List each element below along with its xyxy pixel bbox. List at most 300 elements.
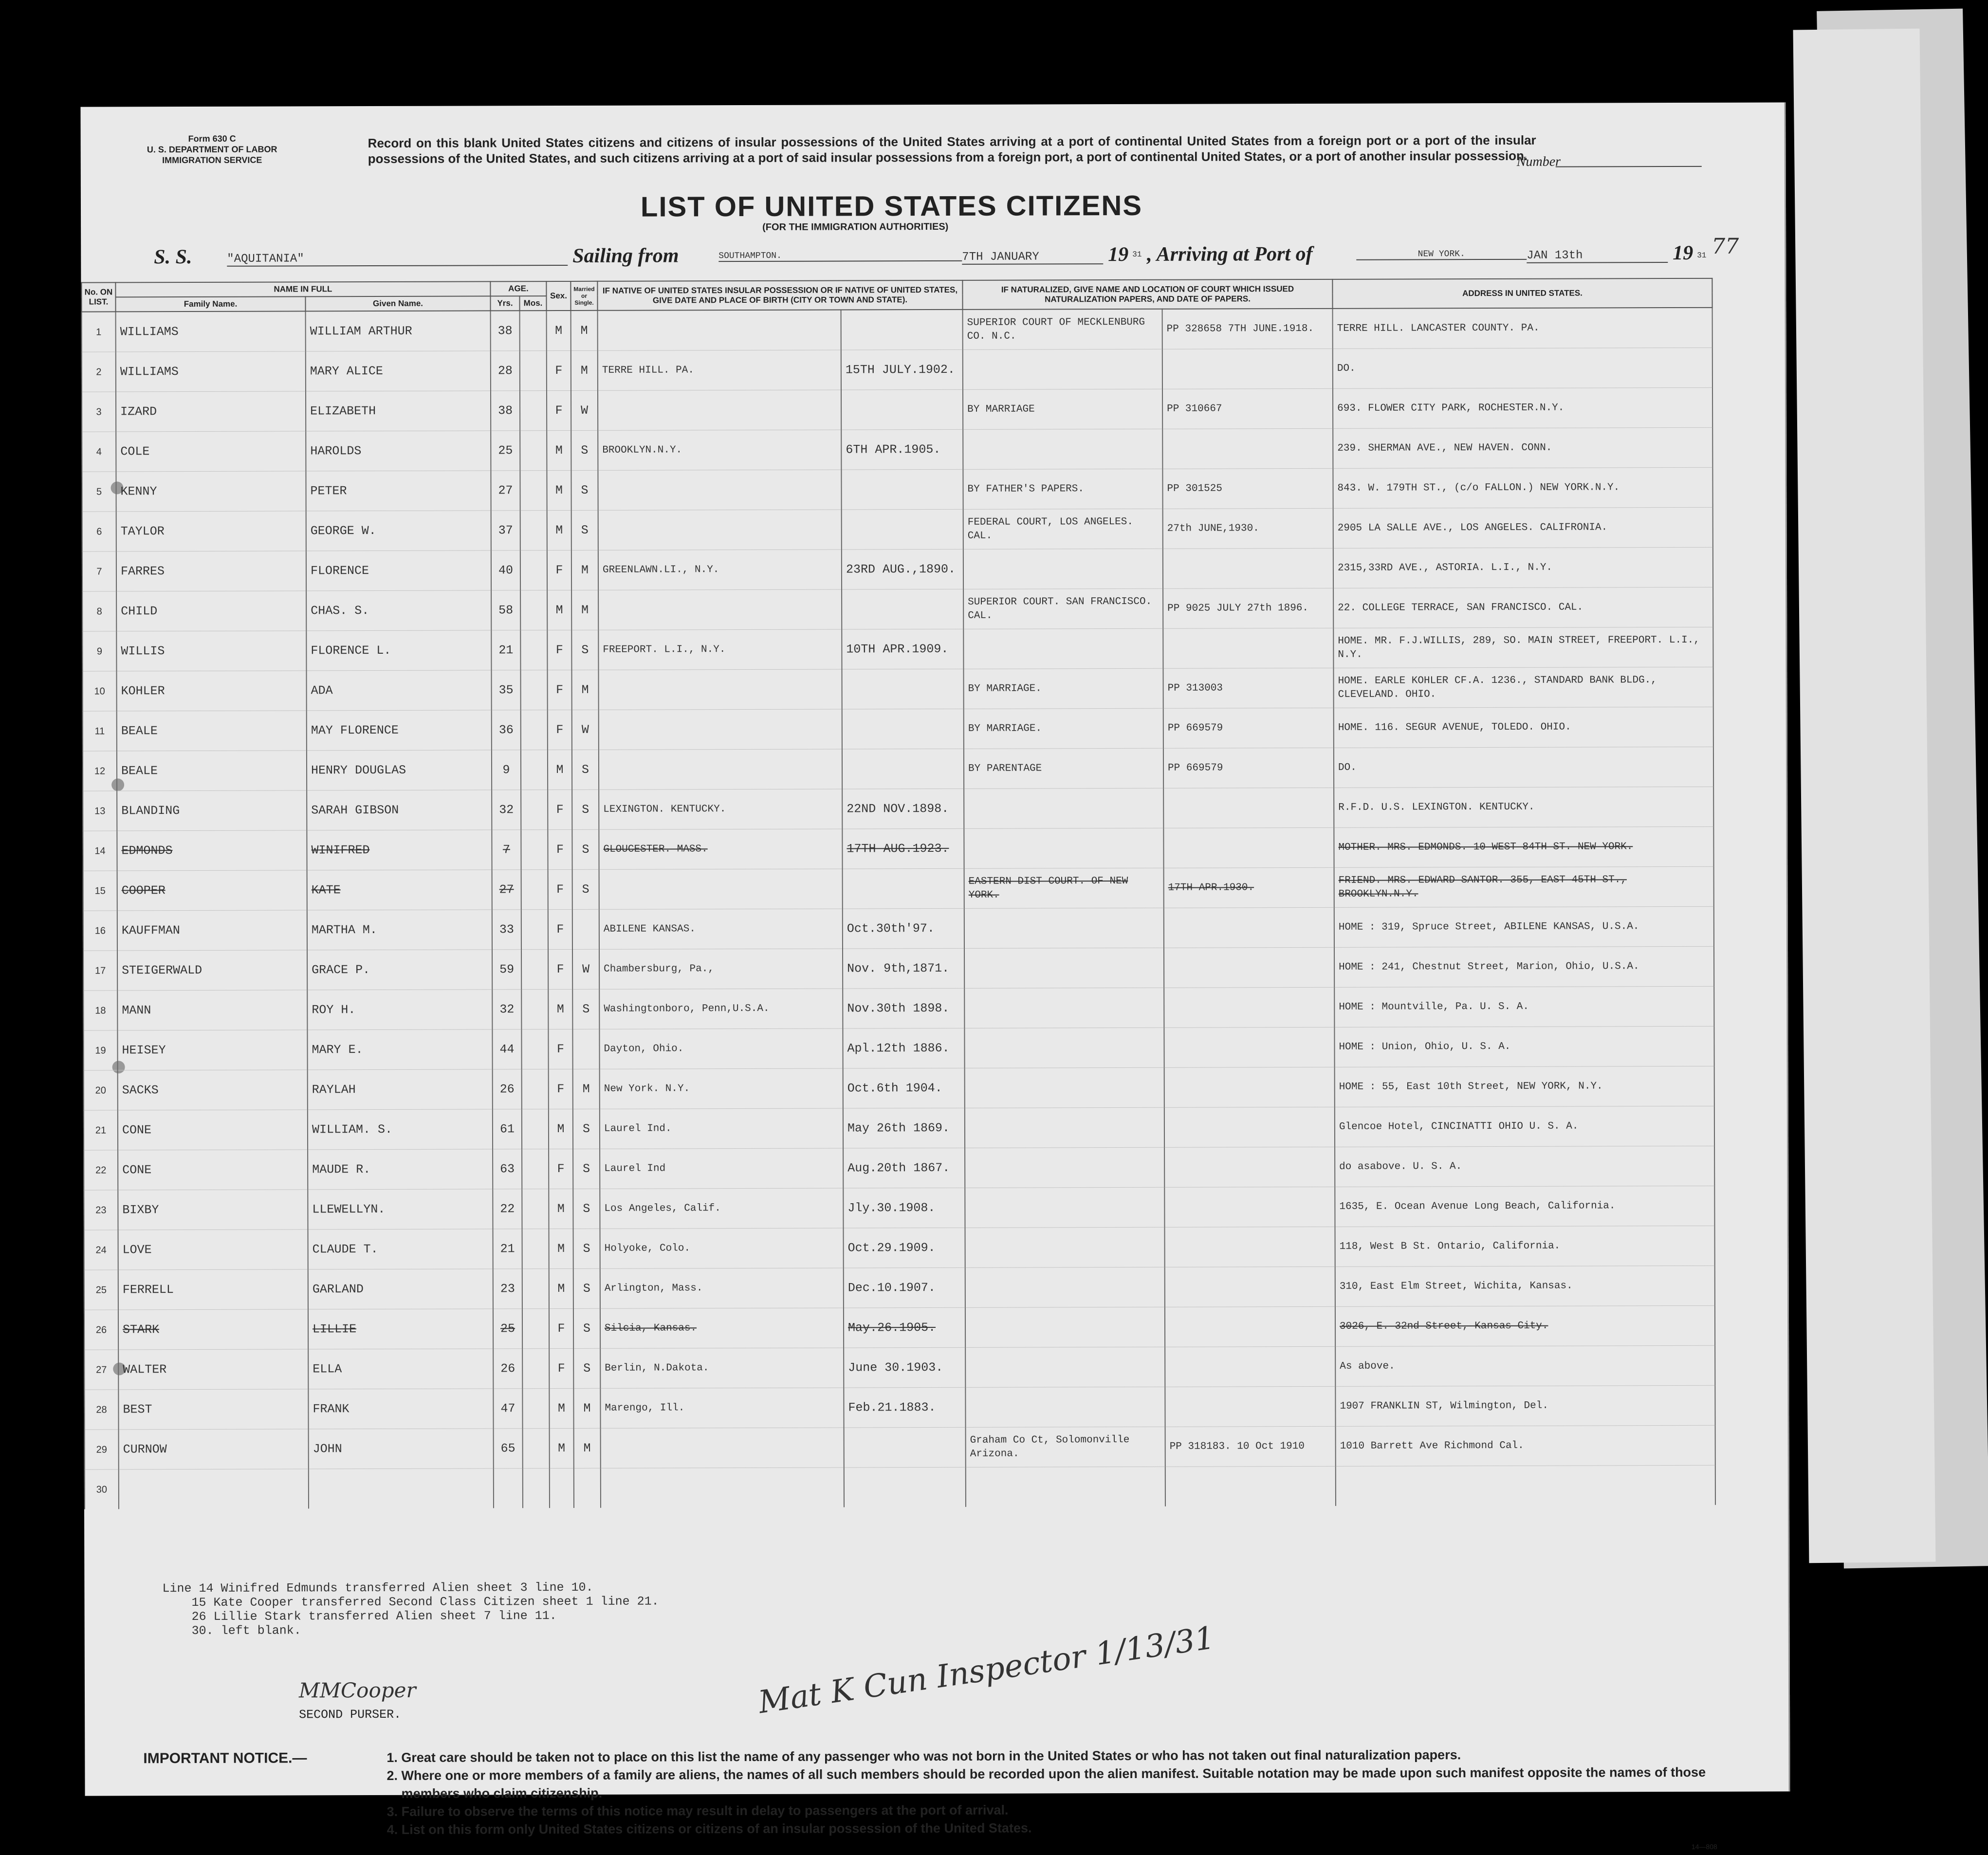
birth-place: Arlington, Mass. (600, 1268, 844, 1308)
row-number: 12 (83, 751, 117, 791)
us-address: 3026, E. 32nd Street, Kansas City. (1335, 1305, 1715, 1346)
naturalization-papers: PP 310667 (1162, 388, 1333, 429)
row-number: 5 (82, 472, 116, 512)
sex: F (548, 1029, 572, 1069)
birth-place (599, 749, 842, 790)
marital-status: W (571, 390, 598, 430)
given-name: MARY E. (307, 1029, 492, 1070)
arrival-port: NEW YORK. (1356, 249, 1527, 260)
birth-date (841, 310, 963, 350)
sex: M (549, 1388, 573, 1428)
age-months (520, 431, 547, 471)
row-number: 4 (82, 432, 116, 472)
naturalization-papers (1165, 1346, 1335, 1387)
birth-place: Berlin, N.Dakota. (600, 1348, 844, 1388)
age-months (522, 1229, 549, 1269)
row-number: 9 (82, 631, 116, 671)
sex: F (549, 1069, 573, 1109)
arrival-date: JAN 13th (1527, 249, 1668, 263)
naturalization-papers: PP 328658 7TH JUNE.1918. (1162, 309, 1333, 349)
naturalization-court (965, 1227, 1164, 1267)
given-name: GARLAND (308, 1269, 493, 1309)
sex: M (547, 590, 571, 630)
naturalization-court (964, 948, 1164, 988)
naturalization-papers (1164, 947, 1334, 988)
row-number: 28 (84, 1390, 118, 1430)
marital-status: M (571, 670, 598, 710)
us-address: DO. (1333, 348, 1712, 388)
naturalization-papers: PP 669579 (1163, 708, 1334, 748)
marital-status (572, 909, 599, 949)
form-title: LIST OF UNITED STATES CITIZENS (640, 189, 1143, 223)
naturalization-papers (1164, 1027, 1334, 1067)
marital-status: M (571, 350, 598, 390)
birth-place: Silcia, Kansas. (600, 1308, 844, 1348)
age-years: 65 (494, 1429, 523, 1469)
naturalization-court (965, 1107, 1164, 1148)
col-header-mos: Mos. (519, 296, 546, 311)
age-months (522, 1269, 549, 1309)
table-row (85, 1425, 1715, 1469)
form-subtitle: (FOR THE IMMIGRATION AUTHORITIES) (762, 221, 949, 233)
age-years: 32 (492, 990, 521, 1029)
birth-date: 22ND NOV.1898. (842, 789, 964, 829)
family-name: CONE (118, 1110, 308, 1150)
naturalization-papers: PP 9025 JULY 27th 1896. (1163, 588, 1333, 628)
given-name: WILLIAM ARTHUR (306, 311, 491, 351)
row-number: 27 (84, 1350, 118, 1390)
col-header-given: Given Name. (305, 296, 490, 311)
birth-place: TERRE HILL. PA. (598, 350, 841, 390)
age-years: 27 (491, 471, 520, 511)
age-years: 63 (493, 1149, 522, 1189)
table-row (83, 906, 1714, 951)
row-number: 29 (85, 1430, 119, 1469)
purser-signature: MMCooper (298, 1678, 416, 1703)
birth-date: Jly.30.1908. (843, 1188, 965, 1228)
us-address: do asabove. U. S. A. (1335, 1146, 1714, 1187)
notice-item: 1. Great care should be taken not to place on this list the name of any passenger who was not born in the United States or who has not taken out final naturalization papers. (387, 1747, 1461, 1765)
given-name: FLORENCE (306, 551, 491, 591)
ship-name: "AQUITANIA" (227, 252, 568, 267)
given-name: JOHN (309, 1429, 494, 1469)
row-number: 8 (82, 591, 116, 631)
table-row (84, 1066, 1714, 1110)
naturalization-court (965, 1347, 1165, 1387)
birth-date (844, 1427, 966, 1468)
birth-date: 6TH APR.1905. (841, 429, 963, 470)
family-name: KAUFFMAN (117, 910, 307, 951)
marital-status: W (572, 949, 599, 989)
family-name: KOHLER (116, 671, 306, 711)
birth-place: LEXINGTON. KENTUCKY. (599, 789, 842, 829)
form-instructions: Record on this blank United States citizens and citizens of insular possessions of the United States arriving at a port of continental United States from a foreign port or a port of the insular possessions of the United States, and such citizens arriving at a port of said insular possessions from a foreign port, a port of continental United States, or a port of another insular possession. (368, 132, 1536, 166)
form-identifier (110, 133, 314, 165)
given-name: ELLA (308, 1349, 493, 1389)
family-name: STEIGERWALD (117, 950, 307, 991)
form-number: Form 630 C (188, 133, 236, 144)
ss-label: S. S. (154, 245, 192, 269)
naturalization-court (963, 549, 1163, 589)
passenger-rows (82, 308, 1715, 1509)
row-number: 19 (83, 1030, 117, 1070)
naturalization-court: BY MARRIAGE (963, 389, 1162, 429)
sex: F (547, 350, 571, 390)
naturalization-papers: PP 301525 (1162, 468, 1333, 509)
sex: M (547, 311, 571, 351)
family-name: FERRELL (118, 1269, 308, 1310)
naturalization-papers (1164, 987, 1334, 1028)
sex: F (548, 909, 572, 949)
family-name: BEALE (117, 751, 307, 791)
marital-status: S (573, 1149, 600, 1189)
table-row (83, 787, 1713, 831)
marital-status: S (572, 790, 599, 829)
marital-status: S (573, 1109, 600, 1149)
us-address: HOME : 319, Spruce Street, ABILENE KANSAS, U.S.A. (1334, 906, 1714, 947)
sex: M (548, 989, 572, 1029)
age-years: 33 (492, 910, 521, 950)
given-name: CHAS. S. (306, 590, 491, 631)
notice-item: 2. Where one or more members of a family are aliens, the names of all such members should be recorded upon the alien manifest. Suitable notation may be made upon such manifest opposite the names of those members who claim citizenship. (387, 1764, 1706, 1801)
row-number: 23 (84, 1190, 118, 1230)
line-30-notes (162, 1580, 659, 1638)
age-years: 32 (492, 790, 521, 830)
row-number: 2 (82, 352, 116, 392)
col-header-sex: Sex. (546, 281, 571, 311)
empty-cell (1336, 1465, 1715, 1506)
col-header-married: Married or Single. (571, 281, 597, 311)
age-months (520, 351, 547, 391)
table-row (82, 587, 1713, 631)
naturalization-court (965, 1067, 1164, 1108)
us-address: HOME. 116. SEGUR AVENUE, TOLEDO. OHIO. (1334, 707, 1713, 748)
family-name: WILLIAMS (116, 311, 306, 352)
sailing-from-label: Sailing from (572, 244, 679, 267)
birth-place: FREEPORT. L.I., N.Y. (598, 629, 842, 670)
given-name: PETER (306, 471, 491, 511)
table-row (84, 1226, 1715, 1270)
sex: F (548, 949, 572, 989)
service-name: IMMIGRATION SERVICE (162, 155, 262, 165)
age-months (520, 590, 547, 630)
birth-place: Marengo, Ill. (600, 1388, 844, 1428)
table-row (82, 547, 1713, 591)
row-number: 20 (84, 1070, 118, 1110)
col-header-yrs: Yrs. (490, 296, 519, 311)
us-address: HOME : 241, Chestnut Street, Marion, Ohio, U.S.A. (1334, 946, 1714, 987)
background-page-stack-2 (1793, 29, 1936, 1563)
us-address: FRIEND. MRS. EDWARD SANTOR. 355, EAST 45TH ST., BROOKLYN.N.Y. (1334, 866, 1714, 907)
age-months (520, 551, 547, 590)
given-name: MARY ALICE (306, 351, 491, 391)
us-address: HOME : 55, East 10th Street, NEW YORK, N.Y. (1335, 1066, 1714, 1107)
age-months (521, 1029, 548, 1069)
age-years: 40 (491, 551, 520, 590)
department-name: U. S. DEPARTMENT OF LABOR (147, 144, 277, 155)
row-number: 17 (83, 951, 117, 991)
birth-date: 10TH APR.1909. (842, 629, 963, 669)
marital-status: S (572, 869, 599, 909)
row-number: 13 (83, 791, 117, 831)
inspector-signature: Mat K Cun Inspector 1/13/31 (756, 1620, 1217, 1721)
family-name: BLANDING (117, 790, 307, 831)
family-name: IZARD (116, 391, 306, 432)
age-months (520, 471, 547, 511)
table-row (84, 1266, 1715, 1310)
given-name: SARAH GIBSON (307, 790, 492, 830)
age-months (521, 830, 548, 870)
family-name: MANN (117, 990, 307, 1030)
family-name: STARK (118, 1309, 308, 1350)
birth-date: Nov.30th 1898. (843, 988, 964, 1029)
table-row (83, 1026, 1714, 1070)
sex: M (550, 1428, 574, 1468)
birth-place: ABILENE KANSAS. (599, 909, 843, 949)
naturalization-court (964, 788, 1163, 828)
naturalization-court: FEDERAL COURT, LOS ANGELES. CAL. (963, 509, 1163, 549)
table-row (83, 707, 1713, 751)
birth-place (598, 390, 841, 430)
naturalization-papers (1163, 548, 1333, 588)
given-name: CLAUDE T. (308, 1229, 493, 1269)
age-years: 47 (493, 1389, 522, 1429)
birth-date: 15TH JULY.1902. (841, 349, 963, 390)
birth-date: May.26.1905. (844, 1307, 965, 1348)
family-name: KENNY (116, 471, 306, 512)
family-name: WILLIAMS (116, 351, 306, 392)
us-address: 1635, E. Ocean Avenue Long Beach, California. (1335, 1186, 1714, 1227)
row-number: 18 (83, 991, 117, 1030)
given-name: KATE (307, 870, 492, 910)
marital-status: M (571, 590, 598, 630)
naturalization-court (964, 1028, 1164, 1068)
year-suffix-arrival: 31 (1697, 251, 1707, 260)
birth-place: Washingtonboro, Penn,U.S.A. (599, 989, 843, 1029)
age-months (520, 630, 547, 670)
table-row (83, 826, 1713, 871)
given-name: MAY FLORENCE (307, 710, 492, 751)
age-years: 9 (492, 750, 521, 790)
age-months (520, 511, 547, 551)
birth-date (842, 589, 963, 629)
birth-date (841, 469, 963, 510)
sex: F (547, 390, 571, 430)
birth-place: Laurel Ind. (600, 1108, 843, 1149)
marital-status: S (572, 750, 599, 790)
row-number: 26 (84, 1310, 118, 1350)
empty-cell (523, 1469, 550, 1508)
table-row (84, 1186, 1714, 1230)
age-years: 58 (491, 590, 520, 630)
age-months (521, 910, 548, 950)
naturalization-papers (1163, 788, 1334, 828)
us-address: 1010 Barrett Ave Richmond Cal. (1336, 1425, 1715, 1466)
table-row (82, 467, 1712, 512)
table-row (82, 348, 1712, 392)
birth-place: Holyoke, Colo. (600, 1228, 844, 1268)
us-address: 118, West B St. Ontario, California. (1335, 1226, 1714, 1267)
age-years: 44 (492, 1029, 521, 1069)
naturalization-court: SUPERIOR COURT. SAN FRANCISCO. CAL. (963, 588, 1163, 629)
family-name: CURNOW (119, 1429, 309, 1469)
family-name: LOVE (118, 1230, 308, 1270)
age-months (521, 750, 548, 790)
age-months (522, 1109, 549, 1149)
family-name: WILLIS (116, 631, 306, 671)
age-months (522, 1309, 549, 1349)
birth-date: Oct.6th 1904. (843, 1068, 965, 1108)
marital-status (572, 1029, 599, 1069)
birth-place: GLOUCESTER. MASS. (599, 829, 842, 869)
age-years: 38 (491, 391, 520, 431)
naturalization-papers (1165, 1386, 1335, 1427)
age-months (521, 790, 548, 830)
col-header-naturalized: IF NATURALIZED, GIVE NAME AND LOCATION OF COURT WHICH ISSUED NATURALIZATION PAPERS, AND DATE OF PAPERS. (962, 279, 1332, 310)
family-name: WALTER (118, 1349, 308, 1390)
manifest-sheet (80, 102, 1790, 1851)
empty-cell (309, 1469, 494, 1508)
given-name: ELIZABETH (306, 391, 491, 431)
table-row (82, 308, 1712, 352)
age-years: 25 (493, 1309, 522, 1349)
age-years: 28 (491, 351, 520, 391)
sex: F (547, 550, 571, 590)
row-number: 24 (84, 1230, 118, 1270)
marital-status: S (572, 829, 599, 869)
naturalization-papers (1164, 1107, 1335, 1147)
age-months (522, 1389, 549, 1429)
family-name: CONE (118, 1150, 308, 1190)
passenger-table (81, 278, 1716, 1509)
transfer-note: 15 Kate Cooper transferred Second Class Citizen sheet 1 line 21. (191, 1594, 659, 1610)
sex: F (547, 670, 571, 710)
marital-status: M (571, 550, 598, 590)
table-row (84, 1345, 1715, 1390)
birth-place: Chambersburg, Pa., (599, 949, 843, 989)
naturalization-papers: 27th JUNE,1930. (1163, 508, 1333, 549)
important-notice (143, 1745, 1749, 1840)
us-address: 2905 LA SALLE AVE., LOS ANGELES. CALIFRONIA. (1333, 507, 1713, 548)
age-years: 61 (493, 1109, 522, 1149)
us-address: As above. (1335, 1345, 1715, 1386)
us-address: HOME : Union, Ohio, U. S. A. (1334, 1026, 1714, 1067)
empty-cell (1165, 1466, 1336, 1506)
naturalization-court: BY FATHER'S PAPERS. (963, 469, 1162, 509)
table-row (83, 866, 1714, 911)
given-name: MARTHA M. (307, 910, 492, 950)
age-months (521, 710, 548, 750)
table-row (82, 627, 1713, 671)
naturalization-papers (1164, 1187, 1335, 1227)
empty-cell (119, 1469, 309, 1509)
us-address: MOTHER. MRS. EDMONDS. 10 WEST 84TH ST. NEW YORK. (1334, 826, 1713, 867)
age-months (522, 1149, 549, 1189)
year-prefix-departure: 19 (1108, 243, 1129, 266)
given-name: LILLIE (308, 1309, 493, 1349)
sex: F (548, 829, 572, 869)
col-header-birth: IF NATIVE OF UNITED STATES INSULAR POSSESSION OR IF NATIVE OF UNITED STATES, GIVE DATE AND PLACE OF BIRTH (CITY OR TOWN AND STATE). (597, 280, 962, 311)
us-address: DO. (1334, 747, 1713, 788)
number-field-line (1556, 166, 1702, 167)
empty-cell (966, 1467, 1165, 1507)
naturalization-court (963, 429, 1162, 469)
age-years: 36 (492, 710, 521, 750)
birth-date: Oct.29.1909. (843, 1228, 965, 1268)
row-number: 7 (82, 551, 116, 591)
naturalization-papers (1165, 1267, 1335, 1307)
sex: M (549, 1268, 573, 1308)
sex: M (549, 1109, 573, 1149)
given-name: MAUDE R. (308, 1149, 493, 1190)
number-label: Number (1516, 154, 1561, 169)
age-years: 59 (492, 950, 521, 990)
age-years: 26 (493, 1069, 522, 1109)
birth-place (598, 669, 842, 710)
age-years: 23 (493, 1269, 522, 1309)
row-number: 30 (85, 1469, 119, 1509)
header-row-top (81, 278, 1712, 297)
table-row (82, 427, 1712, 472)
marital-status: S (572, 989, 599, 1029)
birth-place (598, 470, 841, 510)
row-number: 11 (83, 711, 117, 751)
birth-date (842, 509, 963, 550)
birth-date: Oct.30th'97. (843, 908, 964, 949)
departure-port: SOUTHAMPTON. (718, 251, 962, 262)
naturalization-papers (1163, 628, 1333, 668)
given-name: WILLIAM. S. (308, 1109, 493, 1150)
notice-heading: IMPORTANT NOTICE.— (143, 1750, 307, 1767)
col-header-address: ADDRESS IN UNITED STATES. (1332, 278, 1712, 309)
sex: F (547, 630, 571, 670)
age-months (522, 1069, 549, 1109)
naturalization-papers (1164, 907, 1334, 948)
given-name: ROY H. (307, 990, 492, 1030)
birth-date: May 26th 1869. (843, 1108, 965, 1148)
naturalization-court: SUPERIOR COURT OF MECKLENBURG CO. N.C. (963, 309, 1162, 350)
marital-status: W (572, 710, 599, 750)
row-number: 14 (83, 831, 117, 871)
empty-cell (844, 1467, 966, 1507)
sex: M (547, 470, 571, 510)
notice-item: 4. List on this form only United States citizens or citizens of an insular possession of the United States. (387, 1820, 1032, 1837)
purser-label: SECOND PURSER. (299, 1707, 402, 1722)
empty-cell (574, 1468, 601, 1508)
birth-date: Dec.10.1907. (844, 1267, 965, 1308)
row-number: 16 (83, 911, 117, 951)
family-name: CHILD (116, 591, 306, 631)
age-years: 37 (491, 511, 520, 551)
table-row (84, 1146, 1714, 1190)
given-name: GRACE P. (307, 950, 492, 990)
year-suffix-departure: 31 (1132, 250, 1142, 259)
sex: M (549, 1189, 573, 1229)
table-row (84, 1305, 1715, 1350)
family-name: COOPER (117, 870, 307, 911)
naturalization-papers: PP 669579 (1163, 748, 1334, 788)
birth-place: New York. N.Y. (600, 1068, 843, 1109)
birth-date: Feb.21.1883. (844, 1387, 965, 1428)
birth-place: Laurel Ind (600, 1148, 843, 1189)
birth-date: Apl.12th 1886. (843, 1028, 964, 1068)
naturalization-court (963, 628, 1163, 669)
birth-date: 17TH AUG.1923. (842, 828, 964, 869)
us-address: Glencoe Hotel, CINCINATTI OHIO U. S. A. (1335, 1106, 1714, 1147)
birth-date (842, 669, 963, 709)
age-years: 22 (493, 1189, 522, 1229)
age-months (521, 870, 548, 910)
